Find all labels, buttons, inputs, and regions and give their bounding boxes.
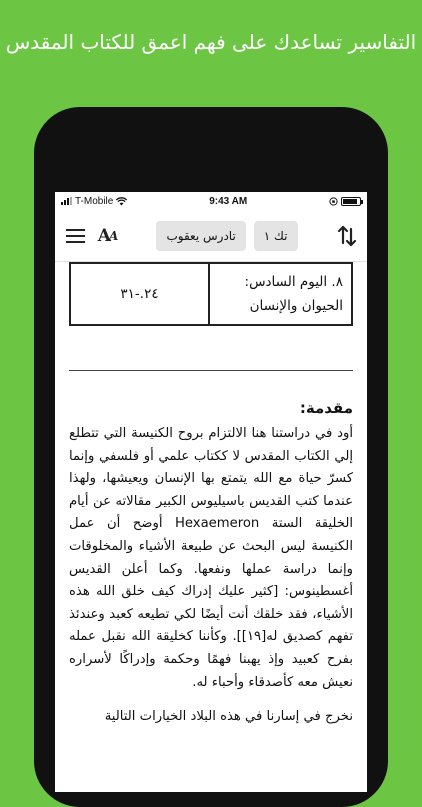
hamburger-menu-icon[interactable] <box>63 224 87 248</box>
top-toolbar <box>55 210 367 262</box>
reading-content <box>55 262 367 729</box>
toolbar-center-group <box>156 221 297 251</box>
font-icon-glyph-small: A <box>108 228 117 243</box>
status-bar <box>55 192 367 210</box>
font-icon-glyph: A <box>97 225 109 246</box>
table-row <box>70 263 352 325</box>
battery-level <box>343 199 357 204</box>
chapter-selector-button[interactable]: تك ١ <box>254 221 298 251</box>
font-size-icon[interactable] <box>95 224 119 248</box>
status-right <box>329 197 361 206</box>
battery-icon <box>341 197 361 206</box>
divider <box>69 370 353 371</box>
carrier-label: T-Mobile <box>75 195 114 207</box>
swap-vertical-icon[interactable] <box>335 224 359 248</box>
wifi-icon <box>116 197 127 206</box>
article-next-paragraph: نخرج في إسارنا في هذه البلاد الخيارات التالية <box>104 709 353 725</box>
status-left <box>61 196 127 207</box>
signal-icon <box>61 197 72 205</box>
article-paragraph: أود في دراستنا هنا الالتزام بروح الكنيسة التي تتطلع إلي الكتاب المقدس لا ككتاب علمي أو فلسفي وإنما كسرّ حياة مع الله يتمتع بها الإنسان ويعيشها، ولهذا عندما كتب القديس باسيليوس الكبير مقالاته عن أيام الخليقة الستة Hexaemeron أوضح أن عمل الكنيسة ليس البحث عن طبيعة الأشياء والمخلوقات وإنما دراسة عملها ونفعها. وكما أعلن القديس أغسطينوس: [كثير عليك إدراك كيف خلق الله هذه الأشياء، فقد خلقك أنت أيضًا لكي تطيعه كعبد وعندئذ تفهم كصديق له[١٩]]. وكأننا كخليقة الله نقبل عمله بفرح كعبيد وإذ يهبنا فهمًا وحكمة وإدراكًا لأسراره نعيش معه كأصدقاء وأحباء له. <box>69 426 353 690</box>
table-cell-verses: ٢٤.-٣١ <box>70 263 209 325</box>
app-screen <box>55 192 367 792</box>
section-heading: مقدمة: <box>299 399 353 417</box>
promo-caption: التفاسير تساعدك على فهم اعمق للكتاب المقدس <box>5 30 417 54</box>
toolbar-left-group <box>63 224 119 248</box>
table-cell-title: ٨. اليوم السادس: الحيوان والإنسان <box>209 263 352 325</box>
verses-table <box>69 262 353 326</box>
book-selector-button[interactable]: تادرس يعقوب <box>156 221 245 251</box>
orientation-lock-icon <box>329 197 338 206</box>
status-time: 9:43 AM <box>209 195 248 207</box>
